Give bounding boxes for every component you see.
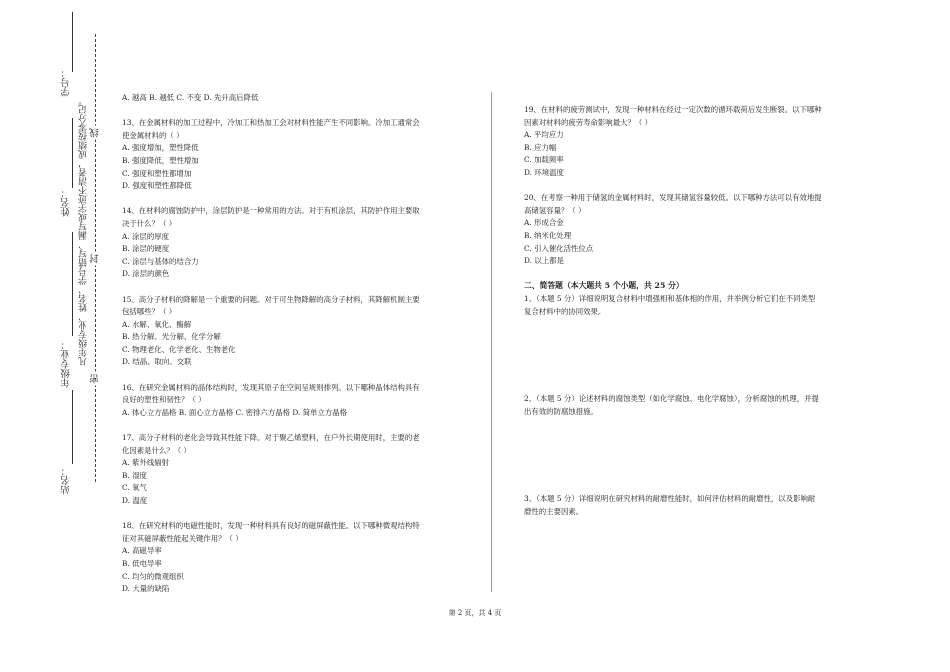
question-text: 20、在考察一种用于储氢的金属材料时，发现其储氢容量较低。以下哪种方法可以有效地提 <box>524 193 822 203</box>
warning-text: 凡年级专业、姓名、学号错写、漏写或字迹不清者，成绩按零分记。 <box>79 96 89 366</box>
question-text: 因素对材料的疲劳寿命影响最大？（ ） <box>524 117 652 127</box>
question-text: 使金属材料的（ ） <box>122 130 184 140</box>
school-label: 站名： <box>61 466 72 495</box>
short-answer-question-2 <box>524 393 869 418</box>
question-text: 征对其磁屏蔽性能起关键作用？（ ） <box>122 533 243 543</box>
answer-option: D. 结晶、取向、交联 <box>122 357 192 367</box>
question-text: 决于什么？（ ） <box>122 218 177 228</box>
answer-option: A. 紫外线辐射 <box>122 458 169 468</box>
seal-char-mi: 密 <box>90 374 101 384</box>
question-text: 15、高分子材料的降解是一个重要的问题。对于可生物降解的高分子材料，其降解机制主要 <box>122 294 420 304</box>
answer-option: A. 强度增加，塑性降低 <box>122 143 199 153</box>
answer-option: C. 加载频率 <box>524 155 564 165</box>
answer-option: B. 应力幅 <box>524 142 557 152</box>
answer-option: D. 强度和塑性都降低 <box>122 181 192 191</box>
question-text: 3、（本题 5 分）详细说明在研究材料的耐磨性能时，如何评估材料的耐磨性，以及影响耐 <box>524 494 816 504</box>
question-text: 13、在金属材料的加工过程中，冷加工和热加工会对材料性能产生不同影响。冷加工通常会 <box>122 118 420 128</box>
question-text: 复合材料中的协同效果。 <box>524 306 606 316</box>
answer-option: B. 纳米化处理 <box>524 230 572 240</box>
answer-option: C. 涂层与基体的结合力 <box>122 256 199 266</box>
right-choice-questions <box>524 104 869 268</box>
spacer <box>122 281 482 294</box>
answer-option: A. 平均应力 <box>524 130 564 140</box>
question-text: 良好的塑性和韧性？（ ） <box>122 395 206 405</box>
question-text: 磨性的主要因素。 <box>524 506 584 516</box>
spacer <box>122 419 482 432</box>
student-id-label: 学号： <box>61 68 72 97</box>
answer-option: C. 物理老化、化学老化、生物老化 <box>122 344 236 354</box>
short-answer-question-1 <box>524 293 869 318</box>
right-question-column <box>524 104 869 518</box>
answer-option: D. 大量的缺陷 <box>122 584 170 594</box>
seal-char-xian: 线 <box>90 128 101 138</box>
question-text: 化因素是什么？（ ） <box>122 445 191 455</box>
answer-option: C. 强度和塑性都增加 <box>122 168 192 178</box>
answer-option: A. 形成合金 <box>524 218 564 228</box>
grade-major-label: 年级专业： <box>61 340 72 388</box>
question-text: 2、（本题 5 分）论述材料的腐蚀类型（如化学腐蚀、电化学腐蚀），分析腐蚀的机理，并提 <box>524 394 819 404</box>
answer-option: B. 热分解、光分解、化学分解 <box>122 332 221 342</box>
answer-option: A. 越高 B. 越低 C. 不变 D. 先升高后降低 <box>122 93 259 102</box>
spacer <box>524 180 869 193</box>
question-text: 包括哪些？（ ） <box>122 307 177 317</box>
name-label: 姓名： <box>61 188 72 217</box>
page-footer: 第 2 页，共 4 页 <box>448 609 502 617</box>
name-line <box>72 118 73 188</box>
answer-option: A. 高磁导率 <box>122 546 162 556</box>
grade-major-line <box>72 232 73 336</box>
question-text: 14、在材料的腐蚀防护中，涂层防护是一种常用的方法。对于有机涂层，其防护作用主要取 <box>122 206 420 216</box>
short-answer-question-3 <box>524 493 869 518</box>
answer-option: D. 环境温度 <box>524 167 564 177</box>
answer-option: A. 体心立方晶格 B. 面心立方晶格 C. 密排六方晶格 D. 简单立方晶格 <box>122 407 348 417</box>
school-line <box>72 390 73 464</box>
short-answer-section-title: 二、简答题（本大题共 5 个小题，共 25 分） <box>524 281 684 291</box>
question-text: 17、高分子材料的老化会导致其性能下降。对于聚乙烯塑料，在户外长期使用时，主要的老 <box>122 433 420 443</box>
question-text: 18、在研究材料的电磁性能时，发现一种材料具有良好的磁屏蔽性能。以下哪种微观结构特 <box>122 521 420 531</box>
answer-option: B. 强度降低，塑性增加 <box>122 155 199 165</box>
question-text: 高储氢容量？（ ） <box>524 205 586 215</box>
answer-option: B. 湿度 <box>122 470 147 480</box>
question-text: 1、（本题 5 分）详细说明复合材料中增强相和基体相的作用，并举例分析它们在不同类型 <box>524 293 816 303</box>
binding-margin <box>0 0 110 672</box>
answer-option: C. 均匀的微观组织 <box>122 571 184 581</box>
column-divider <box>491 92 492 592</box>
student-id-line <box>72 12 73 72</box>
question-text: 出有效的防腐蚀措施。 <box>524 406 598 416</box>
answer-option: A. 水解、氧化、酶解 <box>122 319 192 329</box>
left-question-column <box>122 92 482 596</box>
spacer <box>122 508 482 521</box>
answer-option: A. 涂层的厚度 <box>122 231 169 241</box>
answer-option: B. 低电导率 <box>122 558 162 568</box>
question-text: 19、在材料的疲劳测试中，发现一种材料在经过一定次数的循环载荷后发生断裂。以下哪种 <box>524 105 822 114</box>
answer-option: D. 温度 <box>122 496 148 505</box>
answer-option: B. 涂层的硬度 <box>122 244 170 254</box>
answer-option: C. 氧气 <box>122 483 147 493</box>
spacer <box>122 193 482 206</box>
answer-option: D. 涂层的颜色 <box>122 269 170 279</box>
answer-option: C. 引入催化活性位点 <box>524 243 594 253</box>
spacer <box>122 369 482 382</box>
seal-char-feng: 封 <box>90 254 101 264</box>
question-text: 16、在研究金属材料的晶体结构时，发现其原子在空间呈规则排列。以下哪种晶体结构具有 <box>122 382 420 392</box>
spacer <box>122 105 482 118</box>
answer-option: D. 以上都是 <box>524 256 564 266</box>
